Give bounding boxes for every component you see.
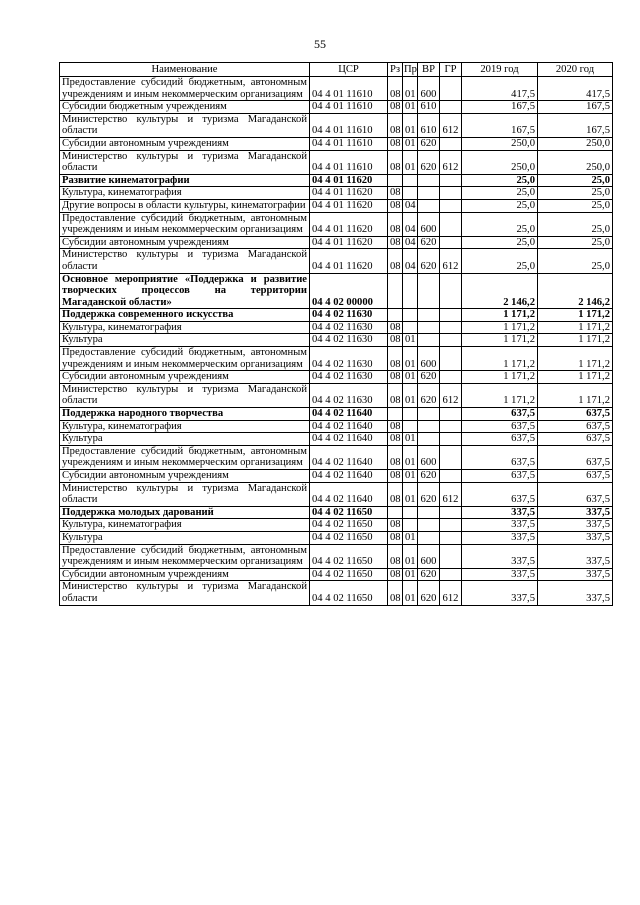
cell-vr [418,531,440,544]
cell-gr [440,506,462,519]
cell-rz: 08 [388,321,403,334]
cell-rz: 08 [388,544,403,568]
cell-pr: 01 [403,531,418,544]
cell-pr [403,174,418,187]
budget-table [59,62,613,606]
cell-vr [418,519,440,532]
table-row [60,174,613,187]
cell-gr: 612 [440,581,462,605]
cell-2020: 637,5 [538,408,613,421]
cell-2020: 337,5 [538,581,613,605]
cell-2020: 337,5 [538,506,613,519]
cell-2020: 637,5 [538,433,613,446]
cell-name: Субсидии автономным учреждениям [60,371,310,384]
table-row [60,470,613,483]
cell-csr: 04 4 02 11650 [310,506,388,519]
cell-gr [440,568,462,581]
cell-vr: 620 [418,371,440,384]
cell-pr: 04 [403,236,418,249]
cell-name: Предоставление субсидий бюджетным, автономным учреждениям и иным некоммерческим организациям [60,77,310,101]
cell-rz [388,309,403,322]
cell-vr: 600 [418,445,440,469]
cell-vr: 620 [418,236,440,249]
cell-rz: 08 [388,519,403,532]
cell-rz: 08 [388,212,403,236]
cell-2020: 337,5 [538,519,613,532]
table-row [60,383,613,407]
cell-name: Культура [60,531,310,544]
cell-gr [440,420,462,433]
table-row [60,150,613,174]
cell-2019: 1 171,2 [462,383,538,407]
cell-2019: 1 171,2 [462,309,538,322]
cell-2020: 337,5 [538,544,613,568]
cell-pr [403,273,418,309]
cell-2020: 637,5 [538,420,613,433]
cell-name: Предоставление субсидий бюджетным, автономным учреждениям и иным некоммерческим организациям [60,347,310,371]
cell-name: Субсидии автономным учреждениям [60,236,310,249]
cell-pr: 01 [403,482,418,506]
cell-2019: 337,5 [462,581,538,605]
cell-2019: 337,5 [462,544,538,568]
cell-pr: 04 [403,249,418,273]
cell-name: Основное мероприятие «Поддержка и развитие творческих процессов на территории Магаданской области» [60,273,310,309]
cell-gr [440,309,462,322]
cell-name: Министерство культуры и туризма Магаданской области [60,383,310,407]
cell-pr [403,420,418,433]
cell-2020: 1 171,2 [538,371,613,384]
cell-csr: 04 4 02 11650 [310,544,388,568]
cell-2020: 1 171,2 [538,334,613,347]
cell-gr [440,212,462,236]
cell-vr [418,309,440,322]
cell-vr [418,321,440,334]
cell-rz: 08 [388,531,403,544]
cell-gr [440,470,462,483]
cell-csr: 04 4 01 11610 [310,137,388,150]
cell-2019: 25,0 [462,187,538,200]
cell-name: Субсидии автономным учреждениям [60,568,310,581]
cell-rz: 08 [388,347,403,371]
cell-gr [440,273,462,309]
cell-2019: 250,0 [462,150,538,174]
cell-gr [440,199,462,212]
cell-2020: 167,5 [538,101,613,114]
cell-2020: 25,0 [538,199,613,212]
cell-pr: 01 [403,371,418,384]
cell-rz: 08 [388,187,403,200]
table-row [60,212,613,236]
cell-vr: 620 [418,581,440,605]
table-row [60,581,613,605]
cell-2020: 337,5 [538,568,613,581]
cell-2020: 637,5 [538,482,613,506]
cell-gr: 612 [440,113,462,137]
cell-2019: 25,0 [462,199,538,212]
cell-csr: 04 4 01 11620 [310,174,388,187]
cell-csr: 04 4 02 11630 [310,383,388,407]
cell-rz: 08 [388,470,403,483]
cell-rz: 08 [388,113,403,137]
header-vr: ВР [418,63,440,77]
cell-csr: 04 4 02 11640 [310,420,388,433]
cell-rz: 08 [388,568,403,581]
cell-pr: 04 [403,212,418,236]
cell-2019: 1 171,2 [462,334,538,347]
cell-2020: 25,0 [538,212,613,236]
cell-name: Предоставление субсидий бюджетным, автономным учреждениям и иным некоммерческим организациям [60,445,310,469]
cell-pr: 01 [403,334,418,347]
cell-name: Министерство культуры и туризма Магаданской области [60,113,310,137]
cell-rz: 08 [388,150,403,174]
cell-2019: 637,5 [462,408,538,421]
cell-rz: 08 [388,371,403,384]
cell-rz: 08 [388,101,403,114]
table-row [60,433,613,446]
cell-csr: 04 4 02 11630 [310,309,388,322]
cell-2020: 167,5 [538,113,613,137]
cell-name: Поддержка современного искусства [60,309,310,322]
table-row [60,420,613,433]
table-row [60,236,613,249]
cell-csr: 04 4 02 11650 [310,568,388,581]
table-row [60,568,613,581]
cell-rz: 08 [388,249,403,273]
cell-gr: 612 [440,482,462,506]
cell-2020: 2 146,2 [538,273,613,309]
cell-pr: 01 [403,137,418,150]
cell-name: Культура, кинематография [60,321,310,334]
cell-gr: 612 [440,383,462,407]
table-row [60,199,613,212]
page-number: 55 [314,37,326,51]
cell-pr: 01 [403,544,418,568]
cell-vr: 600 [418,212,440,236]
cell-pr [403,519,418,532]
cell-vr [418,420,440,433]
header-year-2020: 2020 год [538,63,613,77]
cell-pr [403,408,418,421]
cell-vr: 620 [418,249,440,273]
cell-vr [418,334,440,347]
cell-csr: 04 4 02 11630 [310,334,388,347]
cell-name: Субсидии автономным учреждениям [60,470,310,483]
cell-csr: 04 4 02 11640 [310,408,388,421]
cell-name: Культура, кинематография [60,420,310,433]
cell-2020: 25,0 [538,174,613,187]
cell-csr: 04 4 01 11610 [310,150,388,174]
cell-vr [418,408,440,421]
cell-pr: 01 [403,568,418,581]
cell-2019: 25,0 [462,174,538,187]
cell-pr [403,187,418,200]
cell-vr: 620 [418,470,440,483]
cell-name: Субсидии бюджетным учреждениям [60,101,310,114]
cell-rz: 08 [388,383,403,407]
cell-name: Министерство культуры и туризма Магаданской области [60,150,310,174]
cell-gr [440,519,462,532]
cell-2019: 25,0 [462,236,538,249]
cell-csr: 04 4 01 11620 [310,212,388,236]
cell-rz [388,506,403,519]
cell-vr: 620 [418,482,440,506]
cell-name: Субсидии автономным учреждениям [60,137,310,150]
header-csr: ЦСР [310,63,388,77]
cell-csr: 04 4 02 11630 [310,321,388,334]
cell-rz: 08 [388,482,403,506]
cell-pr [403,309,418,322]
cell-gr: 612 [440,150,462,174]
table-row [60,77,613,101]
cell-vr [418,273,440,309]
cell-name: Министерство культуры и туризма Магаданской области [60,249,310,273]
cell-csr: 04 4 01 11620 [310,199,388,212]
cell-2020: 25,0 [538,236,613,249]
cell-rz: 08 [388,420,403,433]
table-row [60,321,613,334]
table-row [60,445,613,469]
cell-gr [440,347,462,371]
table-row [60,187,613,200]
cell-2019: 637,5 [462,433,538,446]
cell-csr: 04 4 02 11650 [310,519,388,532]
cell-csr: 04 4 02 00000 [310,273,388,309]
cell-gr [440,174,462,187]
cell-vr: 600 [418,347,440,371]
cell-vr: 600 [418,77,440,101]
cell-csr: 04 4 02 11650 [310,581,388,605]
cell-rz [388,273,403,309]
cell-2019: 637,5 [462,482,538,506]
cell-csr: 04 4 02 11640 [310,482,388,506]
header-name: Наименование [60,63,310,77]
cell-2020: 1 171,2 [538,309,613,322]
cell-gr [440,445,462,469]
cell-2020: 1 171,2 [538,347,613,371]
cell-2020: 417,5 [538,77,613,101]
cell-name: Другие вопросы в области культуры, кинематографии [60,199,310,212]
cell-pr [403,321,418,334]
cell-rz [388,174,403,187]
table-row [60,334,613,347]
cell-2019: 167,5 [462,101,538,114]
cell-rz: 08 [388,137,403,150]
cell-2020: 250,0 [538,150,613,174]
table-row [60,371,613,384]
cell-csr: 04 4 02 11630 [310,371,388,384]
cell-vr: 620 [418,568,440,581]
cell-vr [418,433,440,446]
cell-csr: 04 4 02 11640 [310,433,388,446]
cell-rz: 08 [388,334,403,347]
cell-2020: 250,0 [538,137,613,150]
cell-2020: 1 171,2 [538,383,613,407]
cell-2020: 337,5 [538,531,613,544]
cell-csr: 04 4 02 11640 [310,470,388,483]
cell-pr: 01 [403,470,418,483]
cell-name: Предоставление субсидий бюджетным, автономным учреждениям и иным некоммерческим организациям [60,212,310,236]
cell-2019: 337,5 [462,506,538,519]
table-row [60,482,613,506]
cell-2020: 25,0 [538,249,613,273]
cell-rz [388,408,403,421]
cell-vr: 620 [418,150,440,174]
cell-name: Культура [60,334,310,347]
cell-name: Культура, кинематография [60,187,310,200]
cell-name: Развитие кинематографии [60,174,310,187]
header-pr: Пр [404,63,417,75]
cell-rz: 08 [388,445,403,469]
cell-gr [440,77,462,101]
cell-csr: 04 4 02 11640 [310,445,388,469]
cell-pr: 01 [403,77,418,101]
cell-2020: 25,0 [538,187,613,200]
cell-2019: 25,0 [462,249,538,273]
table-row [60,309,613,322]
cell-pr: 01 [403,581,418,605]
table-row [60,408,613,421]
cell-name: Предоставление субсидий бюджетным, автономным учреждениям и иным некоммерческим организациям [60,544,310,568]
cell-gr [440,137,462,150]
cell-2019: 25,0 [462,212,538,236]
cell-2019: 167,5 [462,113,538,137]
cell-2019: 337,5 [462,519,538,532]
table-row [60,249,613,273]
cell-vr: 620 [418,137,440,150]
cell-csr: 04 4 01 11610 [310,101,388,114]
cell-name: Поддержка молодых дарований [60,506,310,519]
table-row [60,544,613,568]
cell-pr: 01 [403,433,418,446]
cell-vr: 620 [418,383,440,407]
cell-pr [403,506,418,519]
cell-gr [440,101,462,114]
cell-vr [418,199,440,212]
table-row [60,101,613,114]
cell-pr: 04 [403,199,418,212]
cell-rz: 08 [388,199,403,212]
cell-pr: 01 [403,101,418,114]
cell-pr: 01 [403,383,418,407]
cell-name: Культура, кинематография [60,519,310,532]
cell-2019: 1 171,2 [462,371,538,384]
cell-rz: 08 [388,77,403,101]
cell-2019: 1 171,2 [462,347,538,371]
cell-csr: 04 4 02 11630 [310,347,388,371]
cell-pr: 01 [403,347,418,371]
cell-2020: 1 171,2 [538,321,613,334]
cell-gr [440,531,462,544]
cell-csr: 04 4 01 11620 [310,249,388,273]
cell-name: Министерство культуры и туризма Магаданской области [60,581,310,605]
cell-pr: 01 [403,150,418,174]
cell-gr [440,371,462,384]
cell-gr [440,236,462,249]
table-row [60,519,613,532]
cell-2019: 250,0 [462,137,538,150]
cell-2019: 637,5 [462,470,538,483]
cell-vr: 610 [418,101,440,114]
cell-csr: 04 4 02 11650 [310,531,388,544]
table-row [60,531,613,544]
header-gr: ГР [440,63,462,77]
cell-gr [440,433,462,446]
cell-2019: 337,5 [462,531,538,544]
cell-vr: 610 [418,113,440,137]
header-year-2019: 2019 год [462,63,538,77]
cell-pr: 01 [403,113,418,137]
cell-gr: 612 [440,249,462,273]
cell-csr: 04 4 01 11610 [310,113,388,137]
cell-gr [440,408,462,421]
cell-2019: 637,5 [462,420,538,433]
cell-rz: 08 [388,236,403,249]
cell-2020: 637,5 [538,445,613,469]
cell-vr [418,506,440,519]
cell-name: Поддержка народного творчества [60,408,310,421]
cell-2019: 337,5 [462,568,538,581]
table-row [60,347,613,371]
header-rz: Рз [388,63,403,77]
cell-2019: 637,5 [462,445,538,469]
cell-rz: 08 [388,433,403,446]
cell-csr: 04 4 01 11610 [310,77,388,101]
cell-2019: 1 171,2 [462,321,538,334]
cell-pr: 01 [403,445,418,469]
cell-gr [440,334,462,347]
table-row [60,137,613,150]
cell-2019: 417,5 [462,77,538,101]
cell-gr [440,187,462,200]
cell-2020: 637,5 [538,470,613,483]
cell-csr: 04 4 01 11620 [310,187,388,200]
table-row [60,273,613,309]
cell-vr: 600 [418,544,440,568]
cell-2019: 2 146,2 [462,273,538,309]
table-header-row [60,63,613,77]
cell-vr [418,174,440,187]
cell-csr: 04 4 01 11620 [310,236,388,249]
cell-gr [440,321,462,334]
cell-name: Культура [60,433,310,446]
table-row [60,113,613,137]
cell-gr [440,544,462,568]
table-body [60,77,613,606]
cell-vr [418,187,440,200]
cell-rz: 08 [388,581,403,605]
table-row [60,506,613,519]
cell-name: Министерство культуры и туризма Магаданской области [60,482,310,506]
